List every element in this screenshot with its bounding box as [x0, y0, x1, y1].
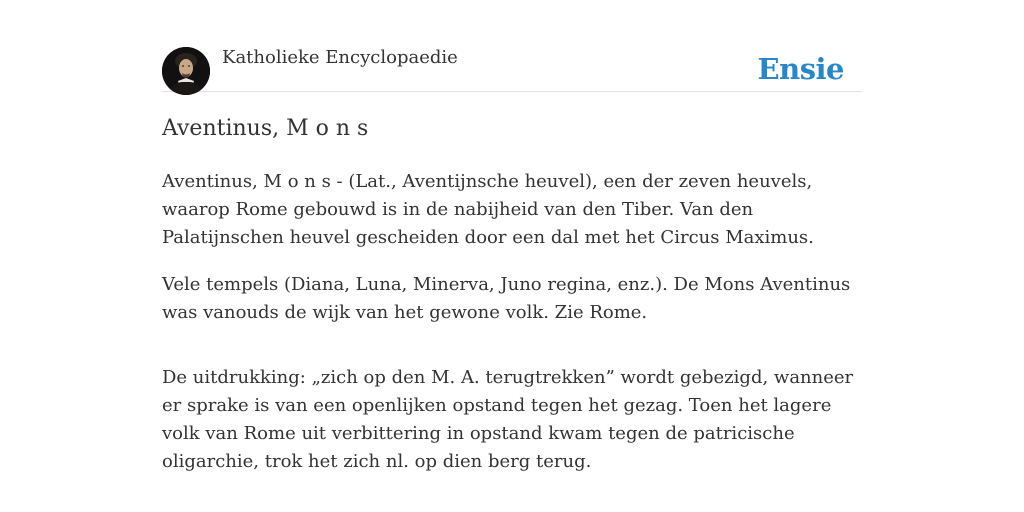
brand-logo[interactable]: Ensie [757, 52, 844, 86]
article-body [162, 168, 862, 495]
paragraph: Aventinus, M o n s - (Lat., Aventijnsche heuvel), een der zeven heuvels, waarop Rome gebouwd is in de nabijheid van den Tiber. Van den Palatijnschen heuvel gescheiden door een dal met het Circus Maximus. [162, 171, 814, 248]
paragraph: Vele tempels (Diana, Luna, Minerva, Juno regina, enz.). De Mons Aventinus was vanouds de wijk van het gewone volk. Zie Rome. [162, 274, 851, 323]
portrait-image [162, 47, 210, 95]
portrait-avatar-icon[interactable] [162, 47, 210, 95]
source-name[interactable]: Katholieke Encyclopaedie [222, 47, 458, 68]
header [162, 44, 862, 92]
page-title: Aventinus, M o n s [162, 116, 369, 141]
paragraph: De uitdrukking: „zich op den M. A. terugtrekken” wordt gebezigd, wanneer er sprake is van een openlijken opstand tegen het gezag. Toen het lagere volk van Rome uit verbittering in opstand kwam tegen de patricische oligarchie, trok het zich nl. op dien berg terug. [162, 367, 854, 472]
